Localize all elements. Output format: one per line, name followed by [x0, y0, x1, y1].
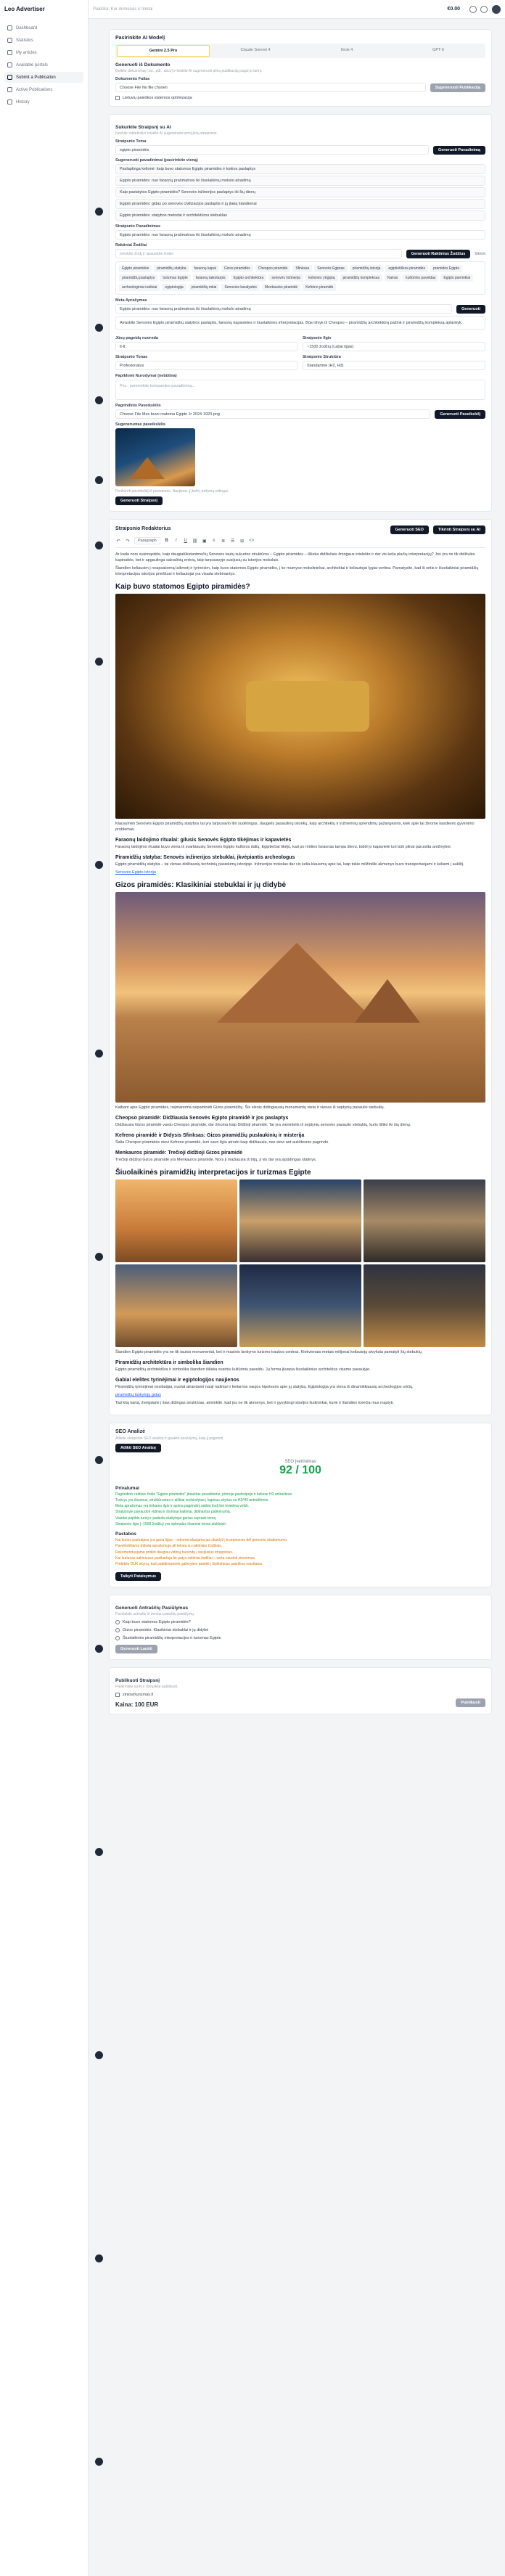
sidebar-item-label: My articles: [16, 50, 37, 55]
publish-hint: Patikrinkite turinį ir išsiųskite publikuoti.: [115, 1685, 178, 1690]
article-link[interactable]: Senovės Egipto istorija: [115, 870, 156, 875]
seo-con-item: Paveikslėliams trūksta aprašomųjų alt tekstų su raktiniais žodžiais.: [115, 1544, 223, 1549]
article-subheading[interactable]: Menkauros piramidė: Trečioji didžioji Gizos piramidė: [115, 1150, 243, 1156]
sidebar-item-label: Available portals: [16, 62, 48, 68]
sidebar-item-dashboard[interactable]: [4, 23, 83, 33]
article-paragraph[interactable]: Trečioji didžioji Gizos piramidė yra Menkauros piramidė. Nors ji mažiausia iš trijų, ji vis dar yra įspūdingas statinys.: [115, 1157, 317, 1162]
title-card: [109, 114, 492, 512]
length-select[interactable]: ~1500 žodžių (Labai ilgas): [303, 342, 485, 351]
sidebar-item-label: Statistics: [16, 38, 34, 43]
article-paragraph[interactable]: Tad kitą kartą, žvelgdami į šias didingas struktūras, atminkite, kad jos ne tik akmenys, bet ir gyvybingi istorijos liudininkai, kurie ir šiandien kviečia mus mąstyti.: [115, 1400, 394, 1405]
generate-meta-button[interactable]: Generuoti: [456, 305, 485, 314]
seo-con-item: Pridėkite DUK skyrių, kad padidintumėte galimybes patekti į išplėstinius paieškos rezultatus.: [115, 1562, 263, 1567]
tab-gemini[interactable]: Gemini 2.5 Pro: [117, 45, 210, 57]
keyword-chip[interactable]: Senovės Egiptas: [314, 265, 348, 272]
link-icon[interactable]: ⛓: [192, 539, 198, 544]
title-suggestion[interactable]: Egipto piramidės: gidas po senovės civilizacijos paslaptis ir jų įtaką šiandienai: [115, 199, 485, 209]
keyword-chip[interactable]: piramidžių statyba: [154, 265, 189, 272]
seo-pro-item: Straipsnyje panaudoti vidiniai ir išoriniai šaltiniai, didinantys patikimumą.: [115, 1510, 231, 1515]
docs-title: Generuoti iš Dokumento: [115, 62, 171, 68]
sidebar-item-label: Submit a Publication: [16, 75, 56, 80]
step-dot: [95, 2458, 103, 2466]
tone-select[interactable]: Profesionalus: [115, 361, 298, 370]
image-label: Pagrindinis Paveikslėlis: [115, 404, 161, 409]
meta-input[interactable]: Egipto piramidės: nuo faraonų prašmatnos iki šiuolaikinių mokslo atradimų: [115, 304, 452, 314]
article-paragraph[interactable]: Didžiausia Gizos piramidė vardu Cheopso piramidė, dar žinoma kaip Didžioji piramidė. Tai yra vienintelis iš septynių senovės pasaulio stebuklų, kuris išliko iki šių dienų.: [115, 1122, 411, 1127]
article-paragraph[interactable]: Šiandien Egipto piramidės yra ne tik tautos monumentai, bet ir masinio lankymo turizmo traukos centras. Kiekvienais metais milijonai keliautojų atvyksta pamatyti šių stebuklų.: [115, 1349, 423, 1354]
heading-option: Šiuolaikinės piramidžių interpretacijos ir turizmas Egipte: [123, 1636, 221, 1641]
step-dot: [95, 2254, 103, 2262]
gallery-image: [115, 1179, 237, 1262]
seo-pro-item: Pagrindinis raktinis žodis "Egipto piramidės" įtrauktas pavadinime, pirmoje pastraipoje ir keliose H2 antraštėse.: [115, 1492, 293, 1497]
step-dot: [95, 476, 103, 484]
keywords-label: Raktiniai Žodžiai: [115, 243, 147, 248]
step-dot: [95, 324, 103, 332]
format-select[interactable]: Paragraph: [134, 537, 160, 544]
title-suggestion[interactable]: Kaip pastatytos Egipto piramidės? Senovės inžinerijos paslaptys iki šių dienų: [115, 187, 485, 197]
keyword-chips: [115, 261, 485, 295]
heading-radio[interactable]: [115, 1636, 120, 1640]
gallery-image: [364, 1264, 485, 1347]
seo-analyze-button[interactable]: Atlikti SEO Analizę: [115, 1444, 161, 1452]
keyword-chip[interactable]: archeologiniai radiniai: [119, 284, 160, 291]
redo-icon[interactable]: ↷: [126, 539, 130, 544]
gallery-image: [115, 1264, 237, 1347]
seo-card: [109, 1423, 492, 1588]
article-heading[interactable]: Kaip buvo statomos Egipto piramidės?: [115, 583, 250, 592]
heading-radio[interactable]: [115, 1620, 120, 1624]
title-section-hint: Įveskite raktažodį ir leiskite AI sugeneruoti turinį jūsų straipsniui.: [115, 131, 218, 136]
plus-icon: [7, 75, 12, 80]
seo-hint: Atlikite straipsnio SEO analizę ir gaukite pasiūlymų, kaip jį pagerinti.: [115, 1436, 224, 1441]
heading-radio[interactable]: [115, 1628, 120, 1632]
gallery-image: [239, 1264, 361, 1347]
generate-title-button[interactable]: Generuoti Pavadinimą: [433, 146, 485, 155]
image-preview: [115, 428, 195, 486]
seo-con-item: Rekomenduojama pridėti daugiau vidinių nuorodų į susijusius straipsnius.: [115, 1550, 234, 1555]
step-dot: [95, 541, 103, 549]
portal-checkbox[interactable]: [115, 1693, 120, 1697]
seo-score-label: SEO Įvertinimas: [284, 1459, 316, 1464]
publish-title: Publikuoti Straipsnį: [115, 1678, 160, 1684]
tab-grok[interactable]: Grok 4: [340, 48, 353, 52]
keyword-chip[interactable]: kelionės į Egiptą: [305, 274, 337, 282]
title-section-title: Sukurkite Straipsnį su AI: [115, 125, 171, 130]
model-tabs: [115, 44, 485, 58]
step-dot: [95, 1253, 103, 1261]
keyword-chip[interactable]: Senosios karalystės: [221, 284, 259, 291]
url-input[interactable]: lt-lt: [115, 342, 298, 351]
tab-claude[interactable]: Claude Sonnet 4: [240, 48, 271, 52]
sidebar-item-articles[interactable]: [4, 47, 83, 58]
title-input[interactable]: Egipto piramidės: nuo faraonų prašmatnos iki šiuolaikinių mokslo atradimų: [115, 230, 485, 240]
step-dot: [95, 396, 103, 404]
article-subheading[interactable]: Gabiai elelites tyrinėjimai ir egiptologijos naujienos: [115, 1377, 239, 1383]
avatar[interactable]: [492, 5, 501, 14]
headings-card: [109, 1595, 492, 1660]
heading-option: Kaip buvo statomos Egipto piramidės?: [123, 1620, 191, 1625]
document-icon: [7, 50, 12, 55]
docs-file-input[interactable]: Choose File No file chosen: [115, 83, 426, 92]
extra-label: Papildomi Nurodymai (nebūtina): [115, 374, 177, 379]
seo-pro-item: Turinys yra išsamus, struktūruotas ir aiškiai suskirstytas į loginius skyrius su H2/H3 antraštėmis.: [115, 1497, 269, 1502]
seo-score: 92 / 100: [279, 1463, 321, 1476]
editor-card: [109, 519, 492, 1415]
keyword-chip[interactable]: Egipto architektūra: [231, 274, 267, 282]
article-paragraph[interactable]: Ar kada nors susimąstėte, kaip daugiatūkstantmečių Senovės tautų sukurtos struktūros – Egipto piramidės – išlieka didžiuliais žmogaus intelekto ir dar vis kelia plačių interpretacijų? Jos yra ne tik didžiulės kapinaitės, bet ir apgaulinga sakralinių erdvių, taip tarpusavyje susijusių su istorijos mokslais.: [115, 552, 475, 563]
keyword-chip[interactable]: Egipto paminklai: [440, 274, 473, 282]
step-dot: [95, 861, 103, 869]
model-card: [109, 29, 492, 107]
main-content: [109, 29, 492, 1722]
chart-icon: [7, 38, 12, 43]
length-label: Straipsnio Ilgis: [303, 336, 332, 341]
article-paragraph[interactable]: Šiandien keliausim į neapsakomą laikmetį ir tyrinėsim, kaip buvo statomos Egipto piramidės, į ko mumyse mokslininkai, architektai ir keliautojai lygiai vertina. Pamatysite, kad ši sritis ir šiuolaikiniai piramidžių interpretacijos istorijos prieškosi ir keliautojai yra visada stebinantys.: [115, 566, 479, 577]
topic-input[interactable]: egipto piramidės: [115, 145, 429, 155]
article-paragraph[interactable]: Kalbant apie Egipto piramides, neįmanoma nepaminėti Gizos piramidžių. Šis slėnis didingiausių monumentų vieta ir vienas iš septynių pasaulio stebuklų.: [115, 1105, 385, 1110]
sidebar-item-label: Active Publications: [16, 87, 53, 92]
brand-logo: Leo Advertiser: [4, 6, 45, 12]
article-paragraph[interactable]: Šalia Cheopso piramidės stovi Kefreno piramidė, kuri savo ilgiu atrodo kaip didžiausia, nes stovi ant aukštesnio pagrindo.: [115, 1140, 329, 1145]
article-paragraph[interactable]: Klausymėti Senovės Egipto piramidžių statybos tai yra tarpusavio itin sudėtingas, daugelis pasaulinių istorikų, kaip architektų ir inžinerinių sprendimų pažangesnis, kiek apie tai žinome kasdienio gyvenimo problemas.: [115, 822, 475, 833]
structure-label: Straipsnio Struktūra: [303, 355, 341, 360]
seo-con-item: Kai kuriuose sakiniuose pasikartoja tie patys raktiniai žodžiai – verta naudoti sinonimus.: [115, 1555, 256, 1561]
keyword-chip[interactable]: piramidžių kompleksas: [340, 274, 383, 282]
article-paragraph[interactable]: Faraonų laidojimo ritualai buvo viena iš svarbiausių Senovės Egipto kultūros dalių. Egiptiečiai tikėjo, kad po mirties faraonas tampa dievu, todėl jo kapavietė turi būti pilnai paruošta amžinybei.: [115, 845, 452, 850]
heading-option: Gizos piramidės: Klasikiniai stebuklai ir jų didybė: [123, 1628, 209, 1633]
image-caption: Peržiūrėti paveikslėlį iš posistemio. Naujiena: jį įkelti į pažymą sritingai.: [115, 489, 229, 494]
headings-title: Generuoti Antraščių Pasiūlymus: [115, 1606, 189, 1611]
keyword-chip[interactable]: turizmas Egipte: [160, 274, 190, 282]
article-paragraph[interactable]: Piramidžių tyrinėjimai nesibaigia, nuolat atrandami nauji radiniai ir keliamos naujos hipotezės apie jų statybą. Egiptologija yra viena iš dinamiškiausių archeologijos sričių.: [115, 1384, 414, 1389]
keyword-chip[interactable]: egiptologija: [162, 284, 186, 291]
list-icon: [7, 87, 12, 92]
notification-icon[interactable]: [469, 6, 477, 13]
seo-pro-item: Straipsnio ilgis (~1500 žodžių) yra optimalus išsamiai temai atskleisti.: [115, 1521, 226, 1526]
align-left-icon[interactable]: ≡: [212, 539, 215, 544]
balance: €0.00: [447, 7, 460, 12]
step-dot: [95, 1050, 103, 1058]
undo-icon[interactable]: ↶: [116, 539, 120, 544]
sidebar-item-statistics[interactable]: [4, 35, 83, 46]
step-dot: [95, 1456, 103, 1464]
seo-pro-item: Meta aprašymas yra tinkamo ilgio ir apima pagrindinį raktinį žodį bei kvietimą veikti.: [115, 1504, 249, 1509]
model-card-title: Pasirinkite AI Modelį: [115, 36, 165, 41]
step-dot: [95, 658, 103, 666]
sidebar-item-history[interactable]: [4, 97, 83, 107]
dashboard-icon: [7, 25, 12, 30]
keyword-input[interactable]: Įveskite žodį ir spauskite Enter: [115, 249, 402, 258]
image-file-input[interactable]: Choose File Mes buvo matoma Egipte Jr 2024-1920.png: [115, 409, 430, 419]
url-label: Jūsų pageidų nuoroda: [115, 336, 158, 341]
keyword-chip[interactable]: piramidžių paslaptys: [119, 274, 157, 282]
align-center-icon[interactable]: ≣: [221, 539, 226, 544]
headings-hint: Pasirinkite antraštę iš žemiau pateiktų pasiūlymų.: [115, 1612, 195, 1617]
gallery-image: [239, 1179, 361, 1262]
keyword-chip[interactable]: Gizos piramidės: [221, 265, 253, 272]
price: Kaina: 100 EUR: [115, 1701, 159, 1709]
gallery-image: [364, 1179, 485, 1262]
editor-toolbar: [115, 534, 485, 548]
globe-icon: [7, 62, 12, 68]
tab-gpt[interactable]: GPT-5: [432, 48, 444, 52]
article-subheading[interactable]: Faraonų laidojimo ritualai: gilusis Senovės Egipto tikėjimas ir kapavietės: [115, 838, 292, 843]
keyword-chip[interactable]: Egipto piramidės: [119, 265, 152, 272]
seo-con-item: Kai kurios pastraipos yra gana ilgos – rekomenduojama jas skaidyti į trumpesnes dėl geresnio skaitomumo.: [115, 1538, 288, 1543]
title-suggestion[interactable]: Paslaptinga kelionė: kaip buvo statomos Egipto piramidės ir kokios paslaptys: [115, 164, 485, 174]
article-paragraph[interactable]: Egipto piramidžių architektūra ir simbolika šiandien išlieka svarbiu kultūriniu paveldu. Jų forma įkvepia šiuolaikinius architektus visame pasaulyje.: [115, 1367, 371, 1372]
docs-generate-button[interactable]: Sugeneruoti Publikaciją: [430, 83, 485, 92]
tomb-image: [115, 594, 485, 819]
giza-image: [115, 892, 485, 1103]
keyword-chip[interactable]: pramidės Egipte: [430, 265, 462, 272]
seo-pros-title: Privalumai: [115, 1485, 139, 1491]
step-dot: [95, 1645, 103, 1653]
extra-textarea[interactable]: Pvz., paminėkite kompanijos pavadinimą...: [115, 380, 485, 400]
keyword-label: Straipsnio Tema: [115, 139, 147, 144]
tone-label: Straipsnio Tonas: [115, 355, 148, 360]
article-link[interactable]: piramidžių lankytojų gidas: [115, 1392, 161, 1397]
suggest-label: Sugeneruoti pavadinimai (pasirinkite vieną): [115, 158, 198, 163]
headings-button[interactable]: Generuoti Laukti: [115, 1645, 157, 1653]
sidebar-item-portals[interactable]: [4, 60, 83, 70]
check-article-button[interactable]: Tikrinti Straipsnį su AI: [433, 526, 485, 534]
generate-article-button[interactable]: Generuoti Straipsnį: [115, 496, 163, 505]
step-dot: [95, 2051, 103, 2059]
keyword-chip[interactable]: faraonų laikotarpis: [193, 274, 229, 282]
preview-label: Sugeneruotas paveikslėlis: [115, 422, 166, 428]
publish-card: [109, 1667, 492, 1714]
italic-icon[interactable]: I: [175, 539, 177, 544]
underline-icon[interactable]: U: [184, 539, 187, 544]
seo-title: SEO Analizė: [115, 1428, 145, 1434]
apply-fixes-button[interactable]: Taikyti Pataisymus: [115, 1572, 161, 1581]
clock-icon: [7, 99, 12, 105]
seo-score-box: [115, 1455, 485, 1481]
seo-cons-title: Pastabos: [115, 1532, 136, 1537]
keyword-chip[interactable]: Menkaurės piramidė: [262, 284, 300, 291]
article-subheading[interactable]: Piramidžių statyba: Senovės inžinerijos stebuklai, įkvėpiantis archeologus: [115, 855, 295, 861]
keyword-chip[interactable]: egiptietiškos piramidės: [385, 265, 428, 272]
step-dot: [95, 1848, 103, 1856]
docs-file-label: Dokumento Failas: [115, 77, 150, 81]
keyword-chip[interactable]: piramidžių mitai: [189, 284, 220, 291]
bold-icon[interactable]: B: [165, 539, 168, 544]
keyword-chip[interactable]: Kairas: [385, 274, 401, 282]
keyword-chip[interactable]: Sfinksas: [292, 265, 312, 272]
title-label: Straipsnio Pavadinimas: [115, 224, 161, 229]
topbar: [89, 0, 505, 19]
image-icon[interactable]: ▣: [202, 539, 207, 544]
keyword-chip[interactable]: piramidžių istorija: [350, 265, 384, 272]
table-icon[interactable]: ⊞: [240, 539, 245, 544]
article-heading[interactable]: Šiuolaikinės piramidžių interpretacijos ir turizmas Egipte: [115, 1168, 311, 1177]
generate-image-button[interactable]: Generuoti Paveikslėlį: [435, 410, 485, 419]
search-input[interactable]: Paieška: Kur domenas ir tinklai: [93, 7, 153, 12]
article-subheading[interactable]: Kefreno piramidė ir Didysis Sfinksas: Gizos piramidžių puslaukinių ir misterija: [115, 1132, 305, 1138]
publish-button[interactable]: Publikuoti: [456, 1698, 485, 1707]
keyword-chip[interactable]: faraonų kapai: [192, 265, 219, 272]
seo-pro-item: Vaizdai papildo turinį ir padeda skaitytojui geriau suprasti temą.: [115, 1516, 217, 1521]
sidebar-item-submit[interactable]: [4, 72, 83, 83]
meta-description[interactable]: Atraskite Senovės Egipto piramidžių statybos paslaptis, faraonų kapavietes ir šiuolaikines interpretacijas. Būsi išvyk iš Cheopso – piramidžių architektūrą pažink ir piramidžių kompleksą aplankyk.: [115, 316, 485, 330]
clear-keywords-link[interactable]: Ištrinti: [475, 251, 485, 256]
article-subheading[interactable]: Cheopso piramidė: Didžiausia Senovės Egipto piramidė ir jos paslaptys: [115, 1115, 289, 1121]
tourism-gallery: [115, 1179, 485, 1347]
keyword-chip[interactable]: Kefrėno piramidė: [303, 284, 336, 291]
article-heading[interactable]: Gizos piramidės: Klasikiniai stebuklai ir jų didybė: [115, 880, 287, 889]
keyword-chip[interactable]: kultūrinis paveldas: [403, 274, 438, 282]
generate-keywords-button[interactable]: Generuoti Raktinius Žodžius: [406, 250, 471, 258]
structure-select[interactable]: Standartinė (H2, H3): [303, 361, 485, 370]
article-subheading[interactable]: Piramidžių architektūra ir simbolika šiandien: [115, 1359, 223, 1365]
sidebar: [0, 0, 89, 2576]
step-dot: [95, 208, 103, 216]
help-icon[interactable]: [480, 6, 488, 13]
code-icon[interactable]: <>: [249, 539, 255, 544]
meta-label: Meta Aprašymas: [115, 298, 147, 303]
portal-name: ziniosirturizmas.lt: [123, 1693, 154, 1698]
title-suggestion[interactable]: Egipto piramidės: statybos metodai ir architektūros stebuklas: [115, 210, 485, 221]
article-paragraph[interactable]: Egipto piramidžių statyba – tai vienas didžiausių techninių pasiekimų istorijoje. Inžinerijos mokslas dar vis kelia klausimų apie tai, kaip tokie milžiniški akmenys buvo transportuojami ir keliami į aukštį.: [115, 862, 464, 867]
sidebar-item-label: History: [16, 99, 30, 105]
sidebar-item-active[interactable]: [4, 84, 83, 95]
keyword-chip[interactable]: senovės inžinerija: [268, 274, 303, 282]
docs-hint: Įkelkite dokumentą (.txt, .pdf, .docx) ir leiskite AI sugeneruoti pilną publikaciją pagal jo turinį.: [115, 69, 263, 73]
docs-checkbox[interactable]: [115, 96, 120, 100]
generate-seo-button[interactable]: Generuoti SEO: [390, 526, 429, 534]
list-icon[interactable]: ☰: [230, 539, 235, 544]
docs-checkbox-label: Lietuvių paieškos sistemos optimizacija: [123, 96, 192, 100]
sidebar-item-label: Dashboard: [16, 25, 38, 30]
keyword-chip[interactable]: Cheopso piramidė: [255, 265, 291, 272]
step-rail: [89, 19, 109, 2576]
editor-title: Straipsnio Redaktorius: [115, 526, 171, 532]
title-suggestion[interactable]: Egipto piramidės: nuo faraonų prašmatnos iki šiuolaikinių mokslo atradimų: [115, 176, 485, 186]
